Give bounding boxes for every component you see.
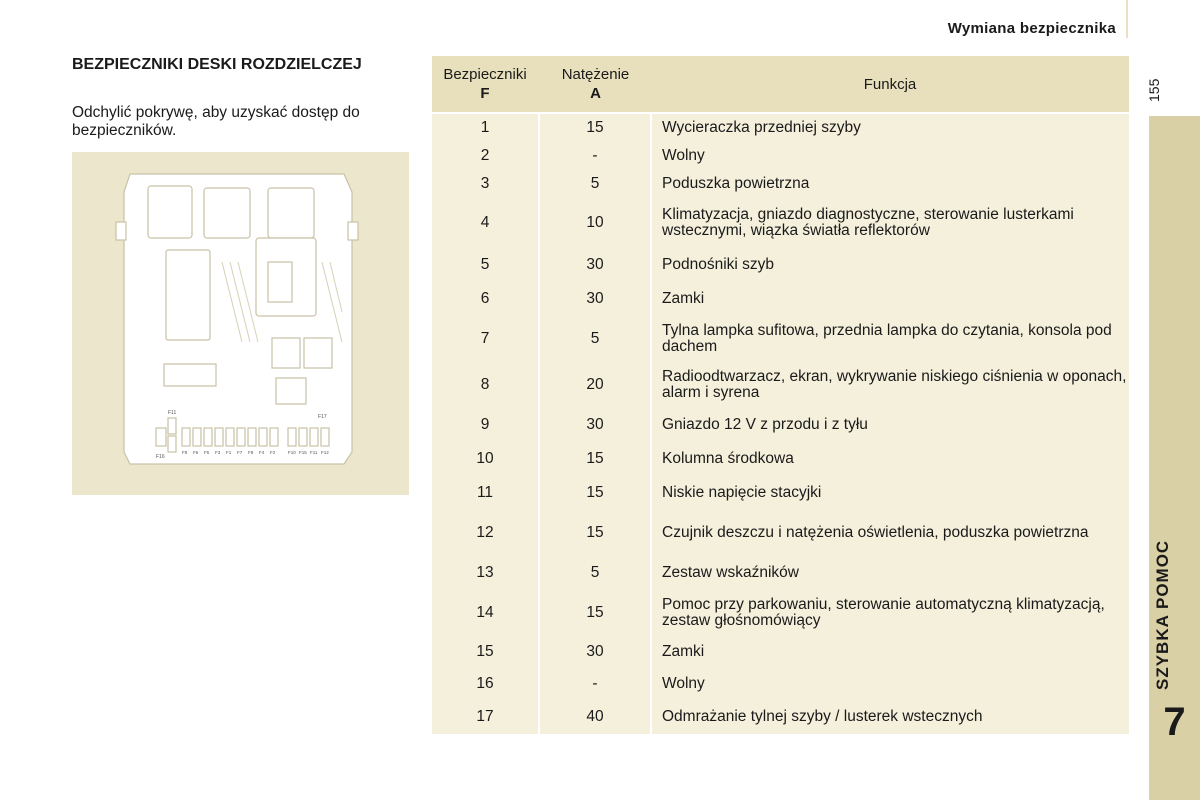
amperage-cell: 15: [539, 510, 651, 556]
fuse-label-bottom: F12: [321, 450, 329, 455]
section-instructions: Odchylić pokrywę, aby uzyskać dostęp do bezpieczników.: [72, 104, 360, 139]
function-cell: Pomoc przy parkowaniu, sterowanie automatyczną klimatyzacją, zestaw głośnomówiący: [651, 590, 1129, 636]
fuse-label-bottom: F15: [299, 450, 307, 455]
fuse-f9: [182, 428, 190, 446]
relay-strip: [164, 364, 216, 386]
amperage-cell: 30: [539, 408, 651, 442]
header-fuse-unit: F: [480, 85, 490, 102]
connector-2: [204, 188, 250, 238]
relay-small-2: [304, 338, 332, 368]
fuse-number-cell: 7: [432, 316, 539, 362]
fuse-number-cell: 9: [432, 408, 539, 442]
amperage-cell: 15: [539, 476, 651, 510]
function-cell: Czujnik deszczu i natężenia oświetlenia, poduszka powietrzna: [651, 510, 1129, 556]
fuse-label-bottom: F11: [310, 450, 318, 455]
table-row: [432, 510, 1129, 556]
fuse-label-top-1: F11: [168, 410, 177, 416]
fuse-f6: [193, 428, 201, 446]
fuse-label-side: F16: [156, 454, 165, 460]
function-cell: Zestaw wskaźników: [651, 556, 1129, 590]
fuse-label-bottom: F3: [215, 450, 221, 455]
chapter-number: 7: [1163, 700, 1186, 744]
fuse-number-cell: 6: [432, 282, 539, 316]
function-cell: Radioodtwarzacz, ekran, wykrywanie niskiego ciśnienia w oponach, alarm i syrena: [651, 362, 1129, 408]
fuse-table: [432, 56, 1129, 734]
table-row: [432, 362, 1129, 408]
amperage-cell: 30: [539, 636, 651, 668]
header-fuse-label: Bezpieczniki: [443, 66, 527, 83]
table-row: [432, 198, 1129, 248]
fuse-number-cell: 15: [432, 636, 539, 668]
table-row: [432, 170, 1129, 198]
fuse-f2: [270, 428, 278, 446]
table-row: [432, 636, 1129, 668]
header-amp-unit: A: [590, 85, 601, 102]
amperage-cell: 15: [539, 590, 651, 636]
relay-pins: [268, 262, 292, 302]
side-tab-right: [348, 222, 358, 240]
fuse-label-bottom: F6: [193, 450, 199, 455]
header-function-label: Funkcja: [863, 75, 917, 93]
fuse-number-cell: 4: [432, 198, 539, 248]
fuse-f12: [310, 428, 318, 446]
connector-1: [148, 186, 192, 238]
fuse-f7: [237, 428, 245, 446]
fuse-label-bottom: F2: [270, 450, 276, 455]
function-cell: Gniazdo 12 V z przodu i z tyłu: [651, 408, 1129, 442]
amperage-cell: -: [539, 668, 651, 700]
chapter-label: SZYBKA POMOC: [1153, 539, 1172, 690]
fuse-label-bottom: F10: [288, 450, 296, 455]
fuse-table-container: [432, 56, 1129, 734]
amperage-cell: 15: [539, 442, 651, 476]
fuse-label-bottom: F7: [237, 450, 243, 455]
fuse-number-cell: 17: [432, 700, 539, 734]
fuse-f14: [321, 428, 329, 446]
amperage-cell: -: [539, 142, 651, 170]
table-row: [432, 114, 1129, 142]
amperage-cell: 5: [539, 556, 651, 590]
page-header-title: Wymiana bezpiecznika: [947, 20, 1116, 37]
relay-small-3: [276, 378, 306, 404]
page-number: [1146, 80, 1164, 110]
fuse-number-cell: 2: [432, 142, 539, 170]
fuse-f17: [168, 436, 176, 452]
function-cell: Zamki: [651, 636, 1129, 668]
table-row: [432, 442, 1129, 476]
fuse-number-cell: 14: [432, 590, 539, 636]
header-amp-label: Natężenie: [561, 66, 630, 83]
amperage-cell: 30: [539, 248, 651, 282]
page-number-text: 155: [1146, 78, 1162, 102]
function-cell: Klimatyzacja, gniazdo diagnostyczne, sterowanie lusterkami wstecznymi, wiązka światła reflektorów: [651, 198, 1129, 248]
fuse-table-body: [432, 114, 1129, 734]
table-row: [432, 700, 1129, 734]
fuse-f10: [288, 428, 296, 446]
header-function: [651, 56, 1129, 112]
relay-large: [166, 250, 210, 340]
table-row: [432, 316, 1129, 362]
table-row: [432, 668, 1129, 700]
table-row: [432, 408, 1129, 442]
amperage-cell: 30: [539, 282, 651, 316]
side-tab-left: [116, 222, 126, 240]
fuse-label-bottom: F8: [248, 450, 254, 455]
fuse-number-cell: 1: [432, 114, 539, 142]
fuse-number-cell: 11: [432, 476, 539, 510]
fuse-number-cell: 8: [432, 362, 539, 408]
fuse-label-bottom: F4: [259, 450, 265, 455]
fuse-number-cell: 13: [432, 556, 539, 590]
fuse-f1: [226, 428, 234, 446]
fuse-label-top-2: F17: [318, 414, 327, 420]
function-cell: Wolny: [651, 668, 1129, 700]
fuse-number-cell: 12: [432, 510, 539, 556]
function-cell: Wolny: [651, 142, 1129, 170]
header-fuse: [432, 56, 539, 112]
fuse-f11-top: [168, 418, 176, 434]
function-cell: Wycieraczka przedniej szyby: [651, 114, 1129, 142]
fuse-f16: [156, 428, 166, 446]
fuse-f15: [299, 428, 307, 446]
header-amp: [539, 56, 651, 112]
table-row: [432, 556, 1129, 590]
fuse-f5: [204, 428, 212, 446]
function-cell: Kolumna środkowa: [651, 442, 1129, 476]
amperage-cell: 40: [539, 700, 651, 734]
amperage-cell: 5: [539, 316, 651, 362]
chapter-sidebar: [1149, 116, 1200, 800]
fuse-box-illustration: [72, 152, 409, 495]
amperage-cell: 20: [539, 362, 651, 408]
function-cell: Poduszka powietrzna: [651, 170, 1129, 198]
fuse-box-diagram: [72, 152, 409, 495]
fuse-number-cell: 10: [432, 442, 539, 476]
fuse-label-bottom: F9: [182, 450, 188, 455]
fuse-label-bottom: F1: [226, 450, 232, 455]
table-row: [432, 282, 1129, 316]
fuse-f8: [248, 428, 256, 446]
connector-3: [268, 188, 314, 238]
table-header-row: [432, 56, 1129, 112]
table-row: [432, 142, 1129, 170]
table-row: [432, 248, 1129, 282]
table-row: [432, 590, 1129, 636]
fuse-f4: [259, 428, 267, 446]
amperage-cell: 15: [539, 114, 651, 142]
header-divider: [1126, 0, 1128, 38]
section-title: BEZPIECZNIKI DESKI ROZDZIELCZEJ: [72, 56, 362, 73]
fuse-f3: [215, 428, 223, 446]
amperage-cell: 5: [539, 170, 651, 198]
function-cell: Odmrażanie tylnej szyby / lusterek wstecznych: [651, 700, 1129, 734]
relay-small-1: [272, 338, 300, 368]
fuse-number-cell: 5: [432, 248, 539, 282]
fuse-number-cell: 3: [432, 170, 539, 198]
function-cell: Podnośniki szyb: [651, 248, 1129, 282]
fuse-number-cell: 16: [432, 668, 539, 700]
function-cell: Niskie napięcie stacyjki: [651, 476, 1129, 510]
amperage-cell: 10: [539, 198, 651, 248]
table-row: [432, 476, 1129, 510]
function-cell: Tylna lampka sufitowa, przednia lampka do czytania, konsola pod dachem: [651, 316, 1129, 362]
fuse-label-bottom: F5: [204, 450, 210, 455]
function-cell: Zamki: [651, 282, 1129, 316]
